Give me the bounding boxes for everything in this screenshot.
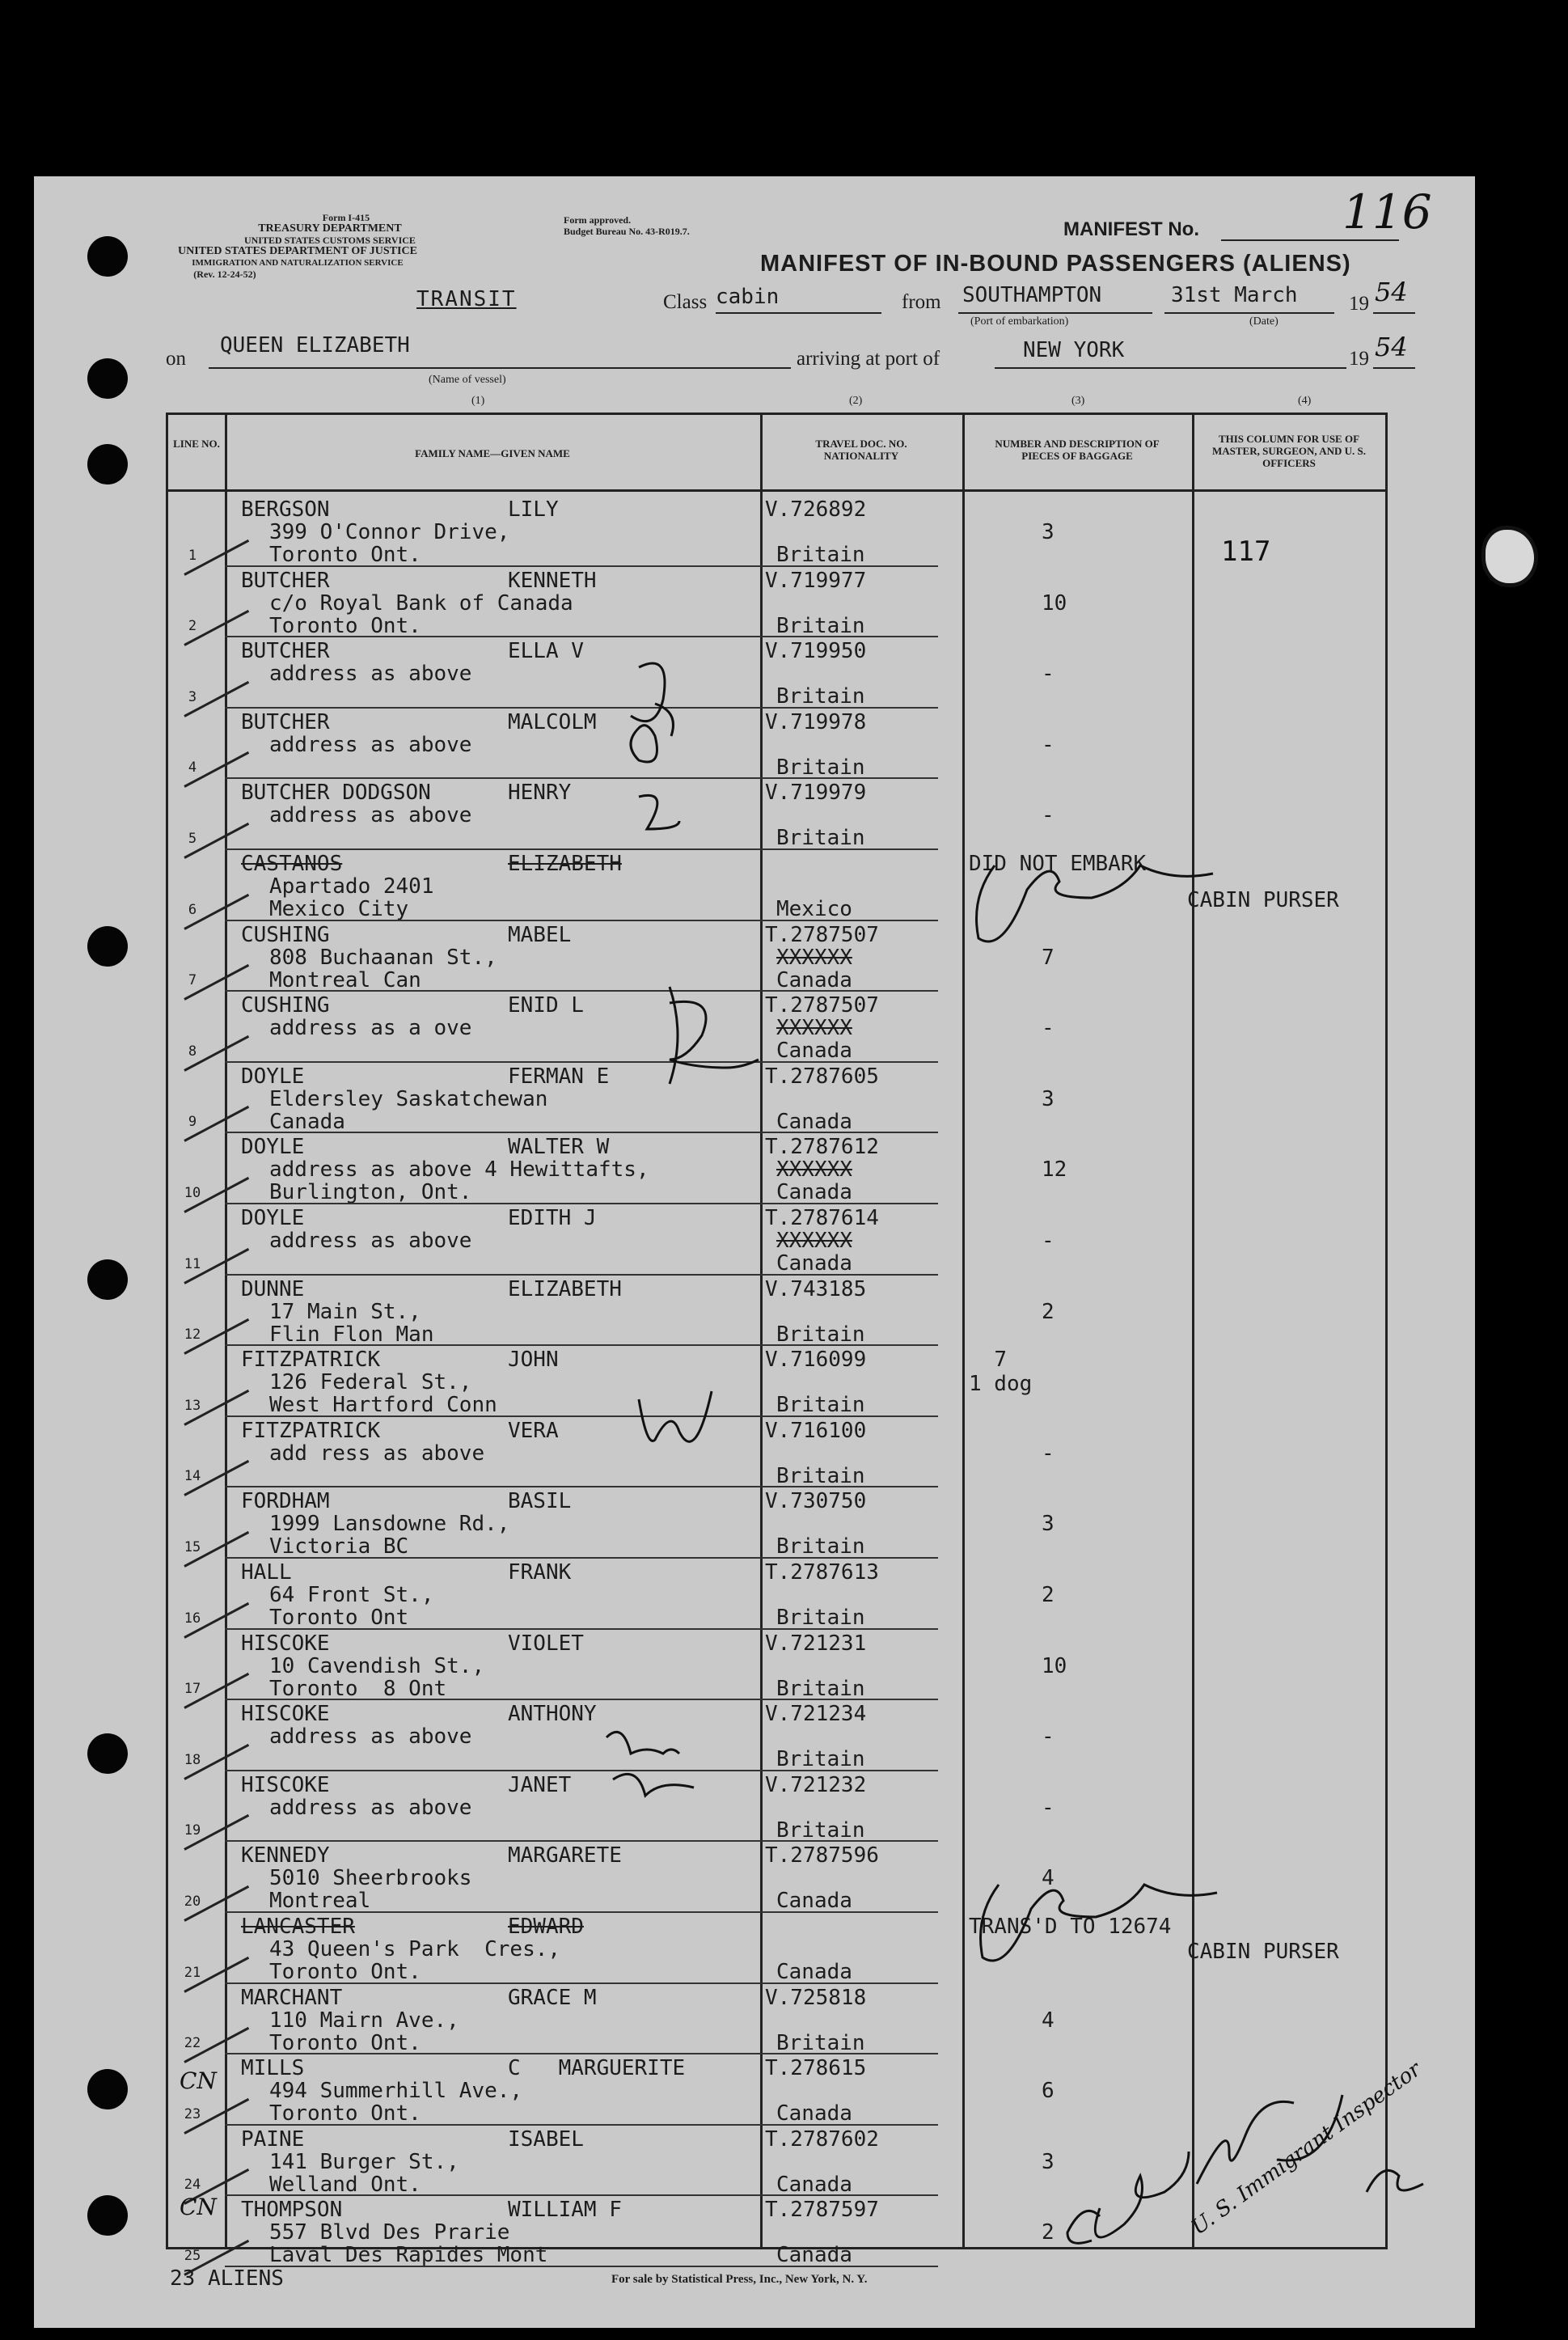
vessel-name: QUEEN ELIZABETH bbox=[220, 333, 410, 358]
baggage-count: 10 bbox=[1042, 590, 1067, 616]
col-number-1: (1) bbox=[471, 395, 485, 407]
baggage-count: 3 bbox=[1042, 1512, 1054, 1537]
address-line: Burlington, Ont. bbox=[269, 1180, 472, 1205]
line-number: 9 bbox=[188, 1114, 197, 1131]
family-name: CASTANOS bbox=[241, 852, 343, 876]
given-name: LILY bbox=[508, 497, 559, 522]
address-line: 1999 Lansdowne Rd., bbox=[269, 1512, 510, 1537]
family-name: LANCASTER bbox=[241, 1915, 355, 1939]
nationality: Britain bbox=[776, 1534, 865, 1559]
table-row bbox=[168, 1559, 1385, 1630]
line-number: 7 bbox=[188, 972, 197, 989]
family-name: CUSHING bbox=[241, 993, 330, 1018]
baggage-count: TRANS'D TO 12674 bbox=[969, 1915, 1172, 1939]
line-number: 23 bbox=[184, 2105, 201, 2122]
address-line: Montreal bbox=[269, 1889, 371, 1914]
family-name: DUNNE bbox=[241, 1276, 305, 1301]
baggage-count: 10 bbox=[1042, 1653, 1067, 1678]
family-name: KENNEDY bbox=[241, 1843, 330, 1868]
nationality: Britain bbox=[776, 826, 865, 851]
address-line: address as above bbox=[269, 1795, 472, 1820]
nationality: Canada bbox=[776, 2101, 852, 2126]
travel-doc-struck: XXXXXX bbox=[776, 1157, 852, 1183]
address-line: Toronto Ont. bbox=[269, 613, 421, 638]
year-prefix: 19 bbox=[1349, 293, 1369, 315]
line-number: 10 bbox=[184, 1184, 201, 1201]
port-caption: (Port of embarkation) bbox=[970, 315, 1069, 328]
baggage-count: 4 bbox=[1042, 1866, 1054, 1891]
family-name: BUTCHER bbox=[241, 639, 330, 664]
address-line: Victoria BC bbox=[269, 1534, 409, 1559]
nationality: Canada bbox=[776, 2172, 852, 2197]
family-name: FITZPATRICK bbox=[241, 1348, 381, 1373]
baggage-count: - bbox=[1042, 803, 1054, 828]
cabin-purser-note: CABIN PURSER bbox=[1187, 1940, 1339, 1964]
travel-doc-number: T.2787612 bbox=[765, 1135, 879, 1160]
col-header-baggage: NUMBER AND DESCRIPTION OF PIECES OF BAGGAGE bbox=[995, 438, 1160, 462]
travel-doc-struck: XXXXXX bbox=[776, 945, 852, 970]
travel-doc-number: V.730750 bbox=[765, 1489, 867, 1514]
line-number: 18 bbox=[184, 1751, 201, 1768]
given-name: JANET bbox=[508, 1772, 572, 1797]
family-name: FITZPATRICK bbox=[241, 1418, 381, 1443]
given-name: HENRY bbox=[508, 781, 572, 806]
nationality: Britain bbox=[776, 684, 865, 709]
baggage-count: - bbox=[1042, 1229, 1054, 1253]
given-name: EDWARD bbox=[508, 1915, 584, 1939]
cabin-purser-note: CABIN PURSER bbox=[1187, 888, 1339, 912]
address-line: Toronto Ont. bbox=[269, 2030, 421, 2055]
manifest-number-label: MANIFEST No. bbox=[1063, 218, 1199, 240]
baggage-count: 2 bbox=[1042, 1299, 1054, 1324]
address-line: Flin Flon Man bbox=[269, 1322, 434, 1347]
line-number: 12 bbox=[184, 1327, 201, 1343]
baggage-count: 12 bbox=[1042, 1157, 1067, 1183]
given-name: KENNETH bbox=[508, 568, 597, 593]
table-row bbox=[168, 637, 1385, 709]
baggage-count: 4 bbox=[1042, 2008, 1054, 2033]
vessel-line bbox=[209, 367, 791, 369]
binder-hole bbox=[87, 2195, 128, 2236]
travel-doc-number: V.716099 bbox=[765, 1348, 867, 1373]
travel-doc-number: V.716100 bbox=[765, 1418, 867, 1443]
table-row bbox=[168, 2126, 1385, 2197]
given-name: MARGARETE bbox=[508, 1843, 622, 1868]
address-line: add ress as above bbox=[269, 1441, 485, 1466]
table-row bbox=[168, 1204, 1385, 1276]
baggage-count: 7 bbox=[1042, 945, 1054, 970]
baggage-count: - bbox=[1042, 1016, 1054, 1041]
line-number: 1 bbox=[188, 547, 197, 564]
line-number: 13 bbox=[184, 1397, 201, 1414]
approval-note: Form approved. Budget Bureau No. 43-R019.7. bbox=[564, 214, 690, 237]
address-line: 5010 Sheerbrooks bbox=[269, 1866, 472, 1891]
address-line: address as above bbox=[269, 662, 472, 687]
sheet-number: 116 bbox=[1342, 184, 1432, 239]
transit-label: TRANSIT bbox=[416, 287, 517, 311]
nationality: Britain bbox=[776, 1393, 865, 1418]
address-line: address as above bbox=[269, 1229, 472, 1253]
given-name: ANTHONY bbox=[508, 1702, 597, 1727]
given-name: ENID L bbox=[508, 993, 584, 1018]
travel-doc-number: T.2787602 bbox=[765, 2126, 879, 2152]
travel-doc-number: V.721231 bbox=[765, 1631, 867, 1656]
line-number: 5 bbox=[188, 830, 197, 847]
given-name: VIOLET bbox=[508, 1631, 584, 1656]
printer-credit: For sale by Statistical Press, Inc., New York, N. Y. bbox=[611, 2273, 868, 2286]
baggage-count: - bbox=[1042, 1795, 1054, 1820]
travel-doc-number: V.721232 bbox=[765, 1772, 867, 1797]
binder-hole bbox=[87, 444, 128, 485]
address-line: address as above bbox=[269, 1724, 472, 1750]
given-name: WALTER W bbox=[508, 1135, 610, 1160]
col-header-officers: THIS COLUMN FOR USE OF MASTER, SURGEON, AND U. S. OFFICERS bbox=[1212, 433, 1366, 469]
given-name: C MARGUERITE bbox=[508, 2056, 686, 2081]
travel-doc-number: T.2787614 bbox=[765, 1206, 879, 1230]
nationality: Canada bbox=[776, 1889, 852, 1914]
address-line: Toronto Ont. bbox=[269, 2101, 421, 2126]
family-name: HISCOKE bbox=[241, 1772, 330, 1797]
baggage-count: 2 bbox=[1042, 2220, 1054, 2245]
baggage-count: - bbox=[1042, 662, 1054, 687]
given-name: FERMAN E bbox=[508, 1064, 610, 1089]
sheet-number-2: 117 bbox=[1221, 535, 1271, 568]
nationality: Britain bbox=[776, 1463, 865, 1488]
family-name: THOMPSON bbox=[241, 2198, 343, 2223]
table-row bbox=[168, 1984, 1385, 2055]
nationality: Canada bbox=[776, 967, 852, 992]
nationality: Canada bbox=[776, 1180, 852, 1205]
line-number: 25 bbox=[184, 2247, 201, 2264]
baggage-count: 3 bbox=[1042, 1086, 1054, 1111]
family-name: MARCHANT bbox=[241, 1985, 343, 2010]
given-name: VERA bbox=[508, 1418, 559, 1443]
baggage-count: - bbox=[1042, 1724, 1054, 1750]
line-number: 19 bbox=[184, 1822, 201, 1839]
address-line: address as above 4 Hewittafts, bbox=[269, 1157, 649, 1183]
year2-line bbox=[1373, 367, 1415, 369]
nationality: Britain bbox=[776, 613, 865, 638]
family-name: HISCOKE bbox=[241, 1631, 330, 1656]
line-number: 8 bbox=[188, 1043, 197, 1060]
address-line: 110 Mairn Ave., bbox=[269, 2008, 459, 2033]
year2-value: 54 bbox=[1375, 332, 1408, 362]
given-name: MABEL bbox=[508, 922, 572, 947]
address-line: Eldersley Saskatchewan bbox=[269, 1086, 548, 1111]
table-row bbox=[168, 1133, 1385, 1204]
col-number-3: (3) bbox=[1071, 395, 1085, 407]
address-line: Toronto Ont. bbox=[269, 543, 421, 567]
binder-hole bbox=[87, 1259, 128, 1300]
line-number: 24 bbox=[184, 2177, 201, 2194]
table-row bbox=[168, 1063, 1385, 1134]
address-line: 126 Federal St., bbox=[269, 1370, 472, 1395]
year-line bbox=[1373, 312, 1415, 314]
address-line: West Hartford Conn bbox=[269, 1393, 497, 1418]
family-name: BERGSON bbox=[241, 497, 330, 522]
col-number-4: (4) bbox=[1298, 395, 1312, 407]
line-number: 16 bbox=[184, 1610, 201, 1627]
address-line: address as above bbox=[269, 732, 472, 757]
nationality: Britain bbox=[776, 1817, 865, 1843]
table-row bbox=[168, 1842, 1385, 1913]
class-label: Class bbox=[663, 291, 708, 313]
address-line: 64 Front St., bbox=[269, 1583, 434, 1607]
nationality: Britain bbox=[776, 543, 865, 567]
inspector-title: U. S. Immigrant Inspector bbox=[1187, 2057, 1426, 2241]
table-row bbox=[168, 992, 1385, 1063]
family-name: PAINE bbox=[241, 2126, 305, 2152]
nationality: Mexico bbox=[776, 897, 852, 921]
table-row bbox=[168, 567, 1385, 638]
family-name: FORDHAM bbox=[241, 1489, 330, 1514]
travel-doc-number: T.2787596 bbox=[765, 1843, 879, 1868]
binder-hole bbox=[87, 1733, 128, 1774]
line-number: 22 bbox=[184, 2035, 201, 2052]
nationality: Canada bbox=[776, 2243, 852, 2268]
table-row bbox=[168, 496, 1385, 567]
port-line bbox=[958, 312, 1152, 314]
nationality: Canada bbox=[776, 1960, 852, 1984]
nationality: Britain bbox=[776, 1322, 865, 1347]
col-header-family-name: FAMILY NAME—GIVEN NAME bbox=[415, 447, 570, 459]
table-row bbox=[168, 1700, 1385, 1771]
travel-doc-struck: XXXXXX bbox=[776, 1229, 852, 1253]
margin-note-cn: CN bbox=[180, 2067, 217, 2094]
from-label: from bbox=[902, 291, 941, 313]
travel-doc-number: T.2787613 bbox=[765, 1560, 879, 1585]
vessel-caption: (Name of vessel) bbox=[429, 374, 506, 386]
given-name: ELIZABETH bbox=[508, 852, 622, 876]
baggage-count: 7 1 dog bbox=[969, 1348, 1033, 1397]
nationality: Canada bbox=[776, 1251, 852, 1276]
travel-doc-number: V.719977 bbox=[765, 568, 867, 593]
address-line: address as above bbox=[269, 803, 472, 828]
table-row bbox=[168, 2054, 1385, 2126]
address-line: 399 O'Connor Drive, bbox=[269, 520, 510, 544]
travel-doc-number: V.719978 bbox=[765, 709, 867, 734]
given-name: FRANK bbox=[508, 1560, 572, 1585]
table-row bbox=[168, 779, 1385, 850]
line-number: 17 bbox=[184, 1681, 201, 1698]
binder-hole bbox=[87, 358, 128, 399]
nationality: Britain bbox=[776, 2030, 865, 2055]
address-line: Canada bbox=[269, 1109, 345, 1134]
address-line: c/o Royal Bank of Canada bbox=[269, 590, 573, 616]
travel-doc-number: T.278615 bbox=[765, 2056, 867, 2081]
address-line: Mexico City bbox=[269, 897, 409, 921]
table-row bbox=[168, 1417, 1385, 1488]
line-number: 20 bbox=[184, 1893, 201, 1910]
form-info: Form I-415 TREASURY DEPARTMENT UNITED STATES CUSTOMS SERVICE UNITED STATES DEPARTMENT OF JUSTICE IMMIGRATION AND NATURALIZATION SERVICE (Rev. 12-24-52) bbox=[178, 212, 417, 280]
family-name: MILLS bbox=[241, 2056, 305, 2081]
baggage-count: 3 bbox=[1042, 2149, 1054, 2174]
line-number: 3 bbox=[188, 688, 197, 705]
family-name: BUTCHER bbox=[241, 709, 330, 734]
address-line: 43 Queen's Park Cres., bbox=[269, 1937, 561, 1961]
manifest-title: MANIFEST OF IN-BOUND PASSENGERS (ALIENS) bbox=[760, 251, 1351, 277]
class-value: cabin bbox=[716, 285, 780, 309]
line-number: 11 bbox=[184, 1255, 201, 1272]
class-line bbox=[716, 312, 881, 314]
nationality: Britain bbox=[776, 755, 865, 780]
binder-hole bbox=[87, 926, 128, 967]
address-line: Toronto 8 Ont bbox=[269, 1676, 447, 1701]
given-name: ELIZABETH bbox=[508, 1276, 622, 1301]
family-name: HISCOKE bbox=[241, 1702, 330, 1727]
passenger-table bbox=[166, 413, 1388, 2268]
year-value: 54 bbox=[1375, 277, 1408, 307]
given-name: BASIL bbox=[508, 1489, 572, 1514]
nationality: Canada bbox=[776, 1039, 852, 1064]
arrival-port: NEW YORK bbox=[1023, 338, 1125, 362]
travel-doc-number: T.2787605 bbox=[765, 1064, 879, 1089]
given-name: ISABEL bbox=[508, 2126, 584, 2152]
address-line: Laval Des Rapides Mont bbox=[269, 2243, 548, 2268]
family-name: CUSHING bbox=[241, 922, 330, 947]
family-name: HALL bbox=[241, 1560, 292, 1585]
travel-doc-number: T.2787507 bbox=[765, 922, 879, 947]
baggage-count: - bbox=[1042, 732, 1054, 757]
binder-hole bbox=[87, 2069, 128, 2109]
table-row bbox=[168, 1487, 1385, 1559]
table-row bbox=[168, 1771, 1385, 1843]
ink-blot bbox=[1481, 526, 1538, 587]
col-header-travel-doc: TRAVEL DOC. NO. NATIONALITY bbox=[815, 438, 907, 462]
address-line: 17 Main St., bbox=[269, 1299, 421, 1324]
given-name: GRACE M bbox=[508, 1985, 597, 2010]
travel-doc-number: V.719979 bbox=[765, 781, 867, 806]
given-name: JOHN bbox=[508, 1348, 559, 1373]
address-line: 557 Blvd Des Prarie bbox=[269, 2220, 510, 2245]
line-number: 4 bbox=[188, 760, 197, 776]
travel-doc-number: V.725818 bbox=[765, 1985, 867, 2010]
date-caption: (Date) bbox=[1249, 315, 1278, 328]
line-number: 2 bbox=[188, 618, 197, 635]
travel-doc-number: V.721234 bbox=[765, 1702, 867, 1727]
baggage-count: 3 bbox=[1042, 520, 1054, 544]
family-name: DOYLE bbox=[241, 1135, 305, 1160]
travel-doc-number: V.726892 bbox=[765, 497, 867, 522]
travel-doc-number: T.2787597 bbox=[765, 2198, 879, 2223]
given-name: MALCOLM bbox=[508, 709, 597, 734]
nationality: Canada bbox=[776, 1109, 852, 1134]
table-row bbox=[168, 1630, 1385, 1701]
address-line: 141 Burger St., bbox=[269, 2149, 459, 2174]
travel-doc-number: T.2787507 bbox=[765, 993, 879, 1018]
line-number: 21 bbox=[184, 1964, 201, 1981]
line-number: 15 bbox=[184, 1538, 201, 1555]
table-row bbox=[168, 1276, 1385, 1347]
family-name: DOYLE bbox=[241, 1064, 305, 1089]
given-name: ELLA V bbox=[508, 639, 584, 664]
travel-doc-struck: XXXXXX bbox=[776, 1016, 852, 1041]
line-number: 6 bbox=[188, 901, 197, 918]
nationality: Britain bbox=[776, 1747, 865, 1772]
address-line: Apartado 2401 bbox=[269, 874, 434, 899]
address-line: Welland Ont. bbox=[269, 2172, 421, 2197]
baggage-count: DID NOT EMBARK bbox=[969, 852, 1147, 876]
given-name: EDITH J bbox=[508, 1206, 597, 1230]
manifest-number-line bbox=[1221, 239, 1399, 241]
aliens-total: 23 ALIENS bbox=[170, 2266, 284, 2291]
address-line: Montreal Can bbox=[269, 967, 421, 992]
on-label: on bbox=[166, 348, 186, 370]
header-divider bbox=[168, 489, 1385, 492]
baggage-count: 2 bbox=[1042, 1583, 1054, 1607]
nationality: Britain bbox=[776, 1676, 865, 1701]
address-line: 494 Summerhill Ave., bbox=[269, 2079, 523, 2104]
embarkation-date: 31st March bbox=[1171, 283, 1298, 307]
date-line bbox=[1164, 312, 1334, 314]
line-number: 14 bbox=[184, 1468, 201, 1485]
table-row bbox=[168, 1346, 1385, 1417]
travel-doc-number: V.743185 bbox=[765, 1276, 867, 1301]
arrival-line bbox=[995, 367, 1346, 369]
row-divider bbox=[225, 2266, 938, 2267]
travel-doc-number: V.719950 bbox=[765, 639, 867, 664]
address-line: 808 Buchaanan St., bbox=[269, 945, 497, 970]
margin-note-cn: CN bbox=[180, 2194, 217, 2220]
family-name: BUTCHER DODGSON bbox=[241, 781, 431, 806]
given-name: WILLIAM F bbox=[508, 2198, 622, 2223]
address-line: address as a ove bbox=[269, 1016, 472, 1041]
baggage-count: 6 bbox=[1042, 2079, 1054, 2104]
address-line: Toronto Ont bbox=[269, 1606, 409, 1630]
table-row bbox=[168, 921, 1385, 992]
port-of-embarkation: SOUTHAMPTON bbox=[962, 283, 1102, 307]
family-name: BUTCHER bbox=[241, 568, 330, 593]
nationality: Britain bbox=[776, 1606, 865, 1630]
table-row bbox=[168, 709, 1385, 780]
address-line: Toronto Ont. bbox=[269, 1960, 421, 1984]
arriving-label: arriving at port of bbox=[797, 348, 940, 370]
year2-prefix: 19 bbox=[1349, 348, 1369, 370]
family-name: DOYLE bbox=[241, 1206, 305, 1230]
baggage-count: - bbox=[1042, 1441, 1054, 1466]
col-number-2: (2) bbox=[849, 395, 863, 407]
col-header-line-no: LINE NO. bbox=[173, 438, 220, 450]
address-line: 10 Cavendish St., bbox=[269, 1653, 485, 1678]
binder-hole bbox=[87, 236, 128, 277]
